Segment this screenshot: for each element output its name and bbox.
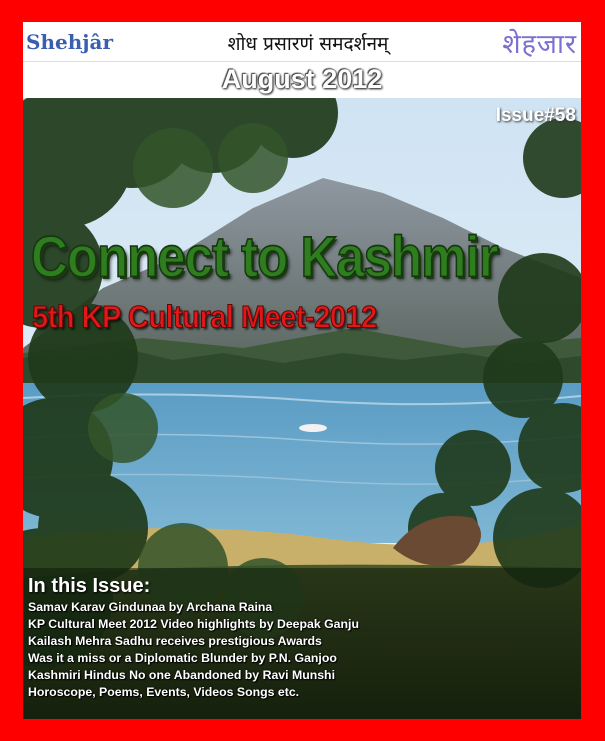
contents-item: Was it a miss or a Diplomatic Blunder by P.N. Ganjoo	[28, 651, 337, 665]
contents-item: KP Cultural Meet 2012 Video highlights by Deepak Ganju	[28, 617, 359, 631]
cover-headline: Connect to Kashmir	[31, 225, 498, 289]
contents-item: Kailash Mehra Sadhu receives prestigious Awards	[28, 634, 322, 648]
issue-date: August 2012	[221, 64, 383, 94]
motto: शोध प्रसारणं समदर्शनम्	[227, 33, 389, 55]
contents-heading: In this Issue:	[28, 575, 151, 597]
date-band	[23, 61, 581, 99]
contents-item: Kashmiri Hindus No one Abandoned by Ravi Munshi	[28, 668, 335, 682]
contents-list	[28, 575, 359, 701]
masthead	[23, 22, 581, 61]
issue-number: Issue#58	[495, 105, 576, 126]
magazine-cover	[23, 22, 581, 719]
contents-item: Samav Karav Gindunaa by Archana Raina	[28, 600, 273, 614]
contents-items	[28, 599, 359, 701]
brand-name-english: Shehjâr	[26, 30, 113, 54]
cover-subheadline: 5th KP Cultural Meet-2012	[32, 300, 377, 336]
contents-item: Horoscope, Poems, Events, Videos Songs etc.	[28, 685, 300, 699]
brand-name-hindi: शेहजार	[502, 29, 577, 60]
